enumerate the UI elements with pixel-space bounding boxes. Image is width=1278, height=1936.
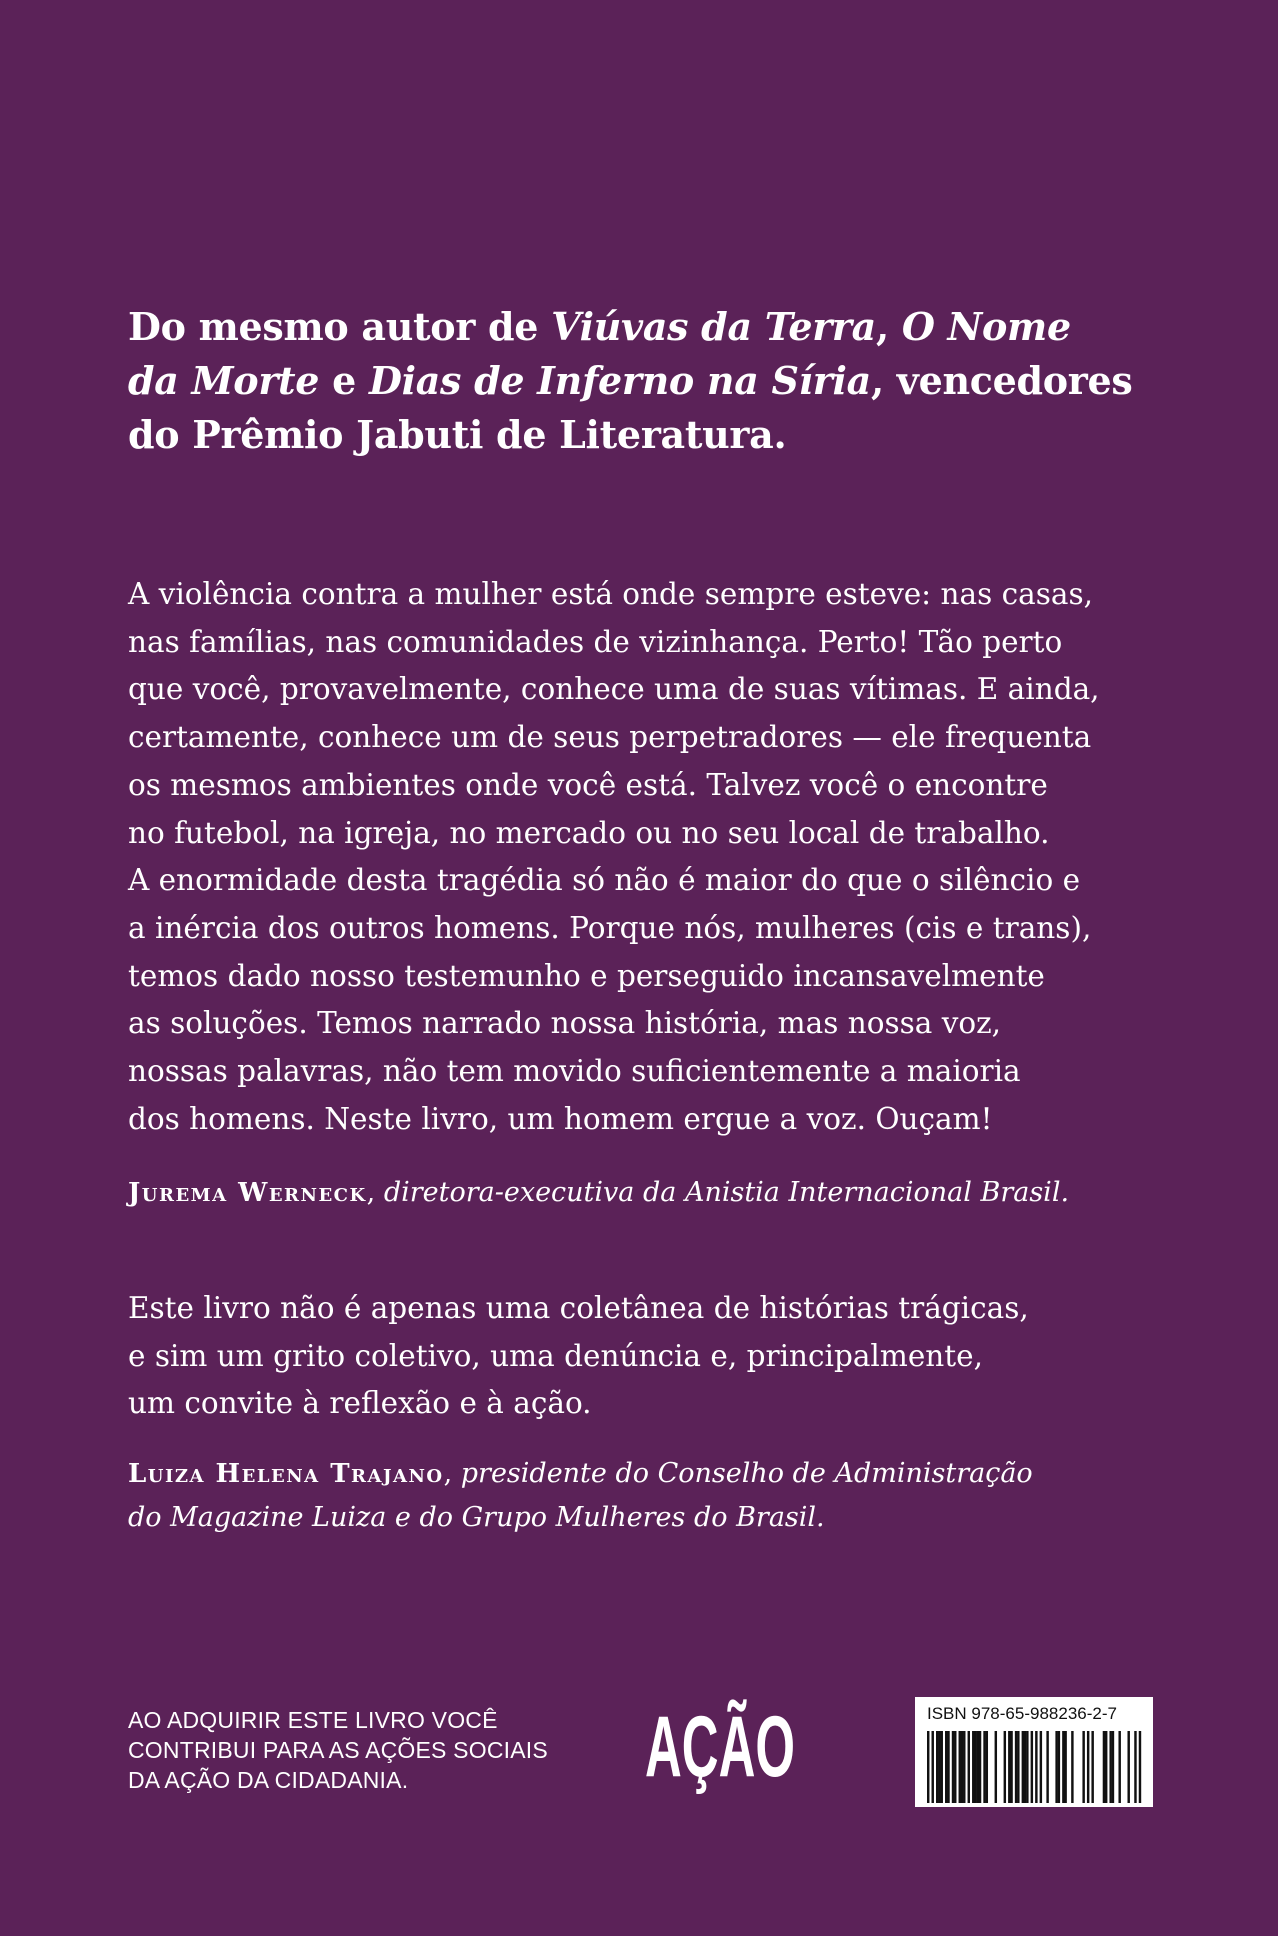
barcode-bar	[1127, 1731, 1129, 1803]
footer-line: DA AÇÃO DA CIDADANIA.	[128, 1767, 409, 1793]
barcode-bar	[1055, 1731, 1057, 1803]
quote-line: no futebol, na igreja, no mercado ou no seu local de trabalho.	[128, 815, 1050, 850]
barcode-bar	[1071, 1731, 1073, 1803]
barcode-bar	[959, 1731, 961, 1803]
barcode-bar	[927, 1731, 929, 1803]
author-name: Luiza Helena Trajano	[128, 1459, 444, 1489]
barcode-bar	[952, 1731, 954, 1803]
quote-line: a inércia dos outros homens. Porque nós, mulheres (cis e trans),	[128, 910, 1092, 945]
headline-text: Do mesmo autor de	[128, 304, 552, 349]
barcode-bar	[972, 1731, 974, 1803]
attribution-werneck	[128, 1171, 1168, 1215]
quote-line: nas famílias, nas comunidades de vizinhança. Perto! Tão perto	[128, 624, 1063, 659]
barcode-bar	[983, 1731, 985, 1803]
barcode-bar	[954, 1731, 956, 1803]
author-role: diretora-executiva da Anistia Internacional Brasil.	[383, 1177, 1070, 1208]
quote-line: Este livro não é apenas uma coletânea de histórias trágicas,	[128, 1291, 1029, 1325]
barcode-bar	[968, 1731, 970, 1803]
barcode-bar	[932, 1731, 934, 1803]
quote-line: A enormidade desta tragédia só não é maior do que o silêncio e	[128, 863, 1081, 898]
barcode-bar	[1015, 1731, 1017, 1803]
quote-line: A violência contra a mulher está onde sempre esteve: nas casas,	[128, 577, 1093, 611]
isbn-label: ISBN 978-65-988236-2-7	[927, 1704, 1117, 1723]
isbn-barcode	[915, 1697, 1153, 1807]
barcode-bar	[1024, 1731, 1026, 1803]
quote-line: um convite à reflexão e à ação.	[128, 1386, 592, 1421]
barcode-bar	[1026, 1731, 1028, 1803]
barcode-bar	[1010, 1731, 1012, 1803]
author-role: presidente do Conselho de Administração	[460, 1458, 1033, 1489]
quote-line: temos dado nosso testemunho e perseguido incansavelmente	[128, 958, 1045, 993]
barcode-bar	[961, 1731, 963, 1803]
attribution-line	[128, 1171, 1168, 1215]
barcode-bar	[938, 1731, 940, 1803]
barcode-bar	[947, 1731, 949, 1803]
barcode-bar	[1022, 1731, 1024, 1803]
attribution-separator: ,	[366, 1177, 384, 1208]
book-title: Viúvas da Terra	[551, 304, 876, 349]
barcode-bar	[1064, 1731, 1066, 1803]
barcode-bar	[1139, 1731, 1141, 1803]
quote-line: e sim um grito coletivo, uma denúncia e, principalmente,	[128, 1338, 983, 1373]
quote-line: que você, provavelmente, conhece uma de suas vítimas. E ainda,	[128, 672, 1100, 707]
attribution-separator: ,	[443, 1458, 461, 1489]
barcode-bar	[1087, 1731, 1089, 1803]
headline-text: e	[319, 358, 369, 403]
headline-line	[128, 354, 1133, 408]
barcode-bars	[927, 1731, 1141, 1803]
barcode-bar	[1062, 1731, 1064, 1803]
headline-text: do Prêmio Jabuti de Literatura.	[128, 412, 787, 457]
book-title: O Nome	[901, 304, 1071, 349]
barcode-bar	[1008, 1731, 1010, 1803]
barcode-bar	[1031, 1731, 1033, 1803]
barcode-bar	[1105, 1731, 1107, 1803]
book-title: da Morte	[128, 358, 320, 403]
barcode-bar	[963, 1731, 965, 1803]
barcode-bar	[1112, 1731, 1114, 1803]
barcode-bar	[986, 1731, 988, 1803]
quote-line: as soluções. Temos narrado nossa história, mas nossa voz,	[128, 1006, 1002, 1041]
barcode-bar	[1082, 1731, 1084, 1803]
barcode-bar	[1109, 1731, 1111, 1803]
headline	[128, 300, 1133, 462]
footer-notice	[128, 1705, 588, 1795]
quote-line: certamente, conhece um de seus perpetradores — ele frequenta	[128, 720, 1092, 755]
acao-logo	[645, 1688, 795, 1798]
headline-line	[128, 300, 1128, 354]
attribution-trajano	[128, 1452, 1168, 1539]
barcode-bar	[1134, 1731, 1136, 1803]
barcode-bar	[1004, 1731, 1006, 1803]
headline-line	[128, 408, 1128, 462]
acao-logo-text: AÇÃO	[645, 1699, 795, 1795]
barcode-bar	[1118, 1731, 1120, 1803]
attribution-line	[128, 1452, 1168, 1496]
barcode-bar	[945, 1731, 947, 1803]
barcode-bar	[1040, 1731, 1042, 1803]
barcode-bar	[1017, 1731, 1019, 1803]
barcode-bar	[995, 1731, 997, 1803]
footer-line: CONTRIBUI PARA AS AÇÕES SOCIAIS	[128, 1737, 548, 1763]
barcode-bar	[936, 1731, 938, 1803]
barcode-bar	[1103, 1731, 1105, 1803]
quote-line: os mesmos ambientes onde você está. Talvez você o encontre	[128, 767, 1048, 802]
quote-trajano	[128, 1285, 1168, 1428]
headline-text: , vencedores	[870, 358, 1133, 403]
headline-text: ,	[875, 304, 902, 349]
quote-werneck	[128, 571, 1168, 1143]
barcode-bar	[1058, 1731, 1060, 1803]
footer-line: AO ADQUIRIR ESTE LIVRO VOCÊ	[128, 1707, 498, 1733]
book-title: Dias de Inferno na Síria	[368, 358, 871, 403]
barcode-bar	[977, 1731, 979, 1803]
barcode-bar	[1035, 1731, 1037, 1803]
barcode-bar	[1091, 1731, 1093, 1803]
quote-line: nossas palavras, não tem movido suficientemente a maioria	[128, 1054, 1021, 1089]
barcode-bar	[979, 1731, 981, 1803]
barcode-bar	[941, 1731, 943, 1803]
barcode-bar	[1046, 1731, 1048, 1803]
author-name: Jurema Werneck	[128, 1178, 367, 1208]
barcode-bar	[974, 1731, 976, 1803]
author-role-continued: do Magazine Luiza e do Grupo Mulheres do Brasil.	[128, 1502, 825, 1533]
quote-line: dos homens. Neste livro, um homem ergue a voz. Ouçam!	[128, 1101, 993, 1136]
